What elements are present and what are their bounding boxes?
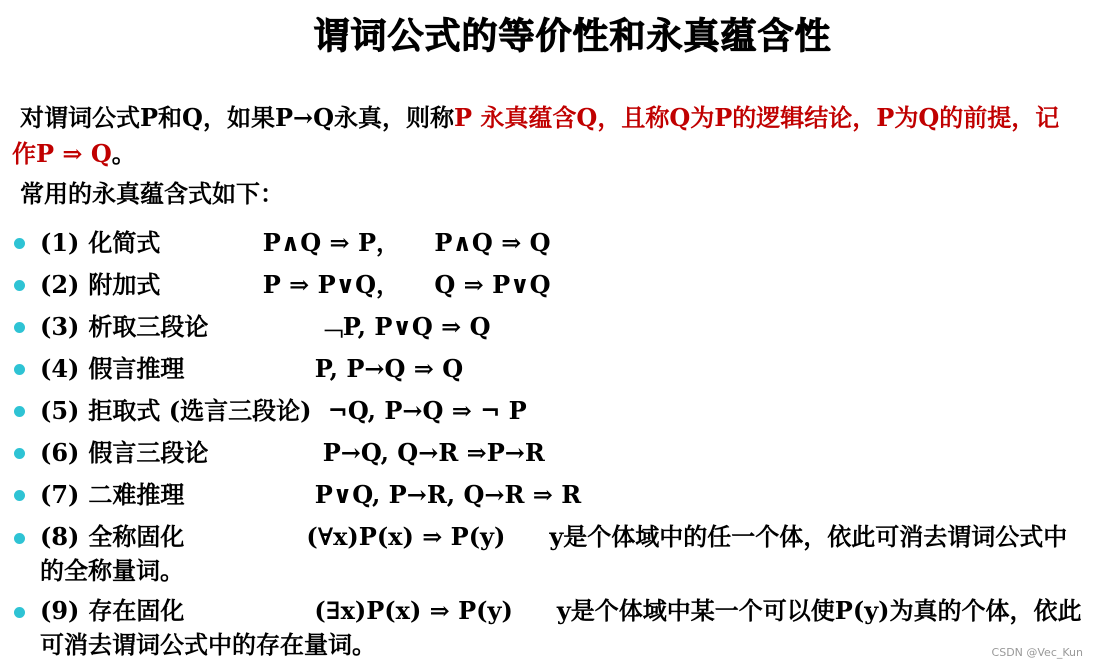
- item-number: (7): [40, 480, 80, 509]
- common-implications-heading: 常用的永真蕴含式如下：: [20, 179, 284, 208]
- item-name: 假言三段论: [88, 438, 209, 467]
- list-item: [0, 594, 1088, 662]
- bullet-icon: [14, 490, 25, 501]
- list-item: [0, 432, 1097, 474]
- intro-text: 对谓词公式P和Q，如果P→Q永真，则称: [20, 103, 455, 132]
- item-formula: P, P→Q ⇒ Q: [314, 354, 464, 383]
- intro-end: 。: [111, 139, 136, 168]
- item-name: 析取三段论: [88, 312, 209, 341]
- item-number: (1): [40, 228, 80, 257]
- list-item: [0, 474, 1097, 516]
- item-name: 附加式: [88, 270, 161, 299]
- list-item: [0, 306, 1097, 348]
- bullet-icon: [14, 322, 25, 333]
- bullet-icon: [14, 533, 25, 544]
- item-formula: P∧Q ⇒ P，: [262, 228, 401, 257]
- list-item: [0, 390, 1097, 432]
- item-note: y是个体域中的任一个体，依此可消去谓词公式中的全称量词。: [40, 522, 1068, 585]
- item-formula: (∃x)P(x) ⇒ P(y): [314, 596, 513, 625]
- item-formula: P∨Q, P→R, Q→R ⇒ R: [314, 480, 582, 509]
- list-item: [0, 348, 1097, 390]
- item-name: 存在固化: [88, 596, 185, 625]
- item-formula: (∀x)P(x) ⇒ P(y): [306, 522, 506, 551]
- item-formula-2: Q ⇒ P∨Q: [434, 270, 551, 299]
- bullet-icon: [14, 607, 25, 618]
- item-number: (6): [40, 438, 80, 467]
- item-formula: P ⇒ P∨Q，: [262, 270, 401, 299]
- implication-list: [0, 222, 1097, 668]
- intro-paragraph: [12, 100, 1082, 172]
- item-number: (3): [40, 312, 80, 341]
- item-note: y是个体域中某一个可以使P(y)为真的个体，依此可消去谓词公式中的存在量词。: [40, 596, 1082, 659]
- item-formula: P→Q, Q→R ⇒P→R: [322, 438, 545, 467]
- page-title: 谓词公式的等价性和永真蕴含性: [313, 16, 832, 57]
- item-name: 二难推理: [88, 480, 185, 509]
- list-item: [0, 264, 1097, 306]
- bullet-icon: [14, 280, 25, 291]
- item-number: (9): [40, 596, 80, 625]
- item-number: (2): [40, 270, 80, 299]
- item-number: (5): [40, 396, 80, 425]
- watermark: CSDN @Vec_Kun: [991, 646, 1083, 659]
- item-formula-2: P∧Q ⇒ Q: [434, 228, 551, 257]
- bullet-icon: [14, 238, 25, 249]
- item-name: 拒取式 (选言三段论): [88, 396, 312, 425]
- item-number: (8): [40, 522, 80, 551]
- intro-emphasis: P 永真蕴含Q，且称Q为P的逻辑结论，P为Q的前提，记作P ⇒ Q: [12, 103, 1060, 168]
- item-name: 化简式: [88, 228, 161, 257]
- bullet-icon: [14, 448, 25, 459]
- bullet-icon: [14, 406, 25, 417]
- bullet-icon: [14, 364, 25, 375]
- item-name: 全称固化: [88, 522, 185, 551]
- item-name: 假言推理: [88, 354, 185, 383]
- item-formula: ¬Q, P→Q ⇒ ¬ P: [327, 396, 527, 425]
- list-item: [0, 222, 1097, 264]
- item-formula: ﹁P, P∨Q ⇒ Q: [318, 312, 491, 341]
- list-item: [0, 520, 1088, 588]
- item-number: (4): [40, 354, 80, 383]
